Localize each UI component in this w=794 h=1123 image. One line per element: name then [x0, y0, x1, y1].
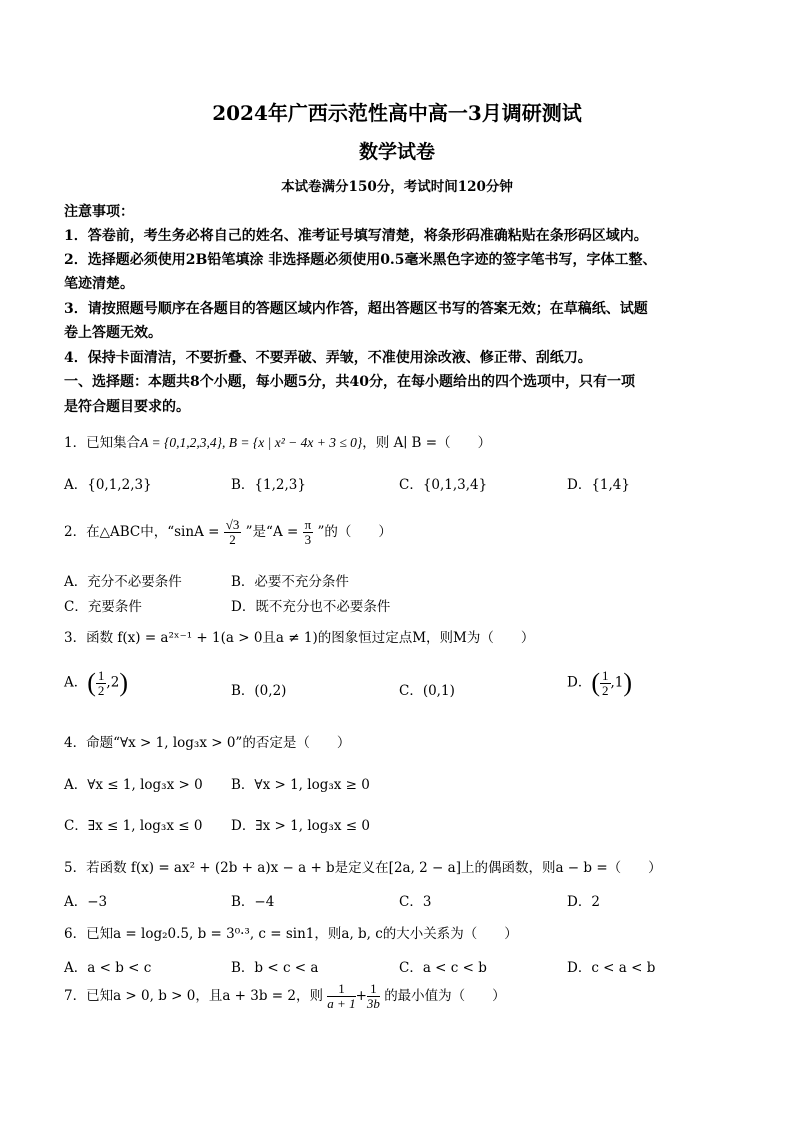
q2-stem-post: ”的（ ） — [317, 524, 392, 540]
q6-option-a: A．a < b < c — [64, 960, 152, 976]
question-6: 6．已知a = log₂0.5, b = 3⁰·³, c = sin1，则a, b, c的大小关系为（ ） — [64, 926, 518, 942]
q1-option-d: D．{1,4} — [567, 477, 630, 493]
q2-stem-pre: 2．在△ABC中，“sinA = — [64, 524, 220, 540]
q3-a-label: A． — [64, 674, 88, 691]
exam-title: 2024年广西示范性高中高一3月调研测试 — [212, 101, 582, 125]
q6-option-b: B．b < c < a — [231, 960, 319, 976]
q3-d-label: D． — [567, 674, 592, 691]
question-5: 5．若函数 f(x) = ax² + (2b + a)x − a + b是定义在[2a, 2 − a]上的偶函数，则a − b =（ ） — [64, 860, 662, 876]
section-1-heading-cont: 是符合题目要求的。 — [64, 399, 190, 415]
q7-f2-num: 1 — [367, 982, 380, 997]
q4-option-b: B．∀x > 1, log₃x ≥ 0 — [231, 777, 370, 793]
q2-option-a: A．充分不必要条件 — [64, 574, 182, 590]
exam-subtitle: 数学试卷 — [358, 141, 435, 163]
q7-frac-1 — [327, 982, 355, 1011]
q2-option-d: D．既不充分也不必要条件 — [231, 599, 391, 615]
q3-a-rparen-icon: ) — [119, 668, 128, 697]
q2-frac2-num: π — [304, 517, 312, 532]
q7-frac-2 — [367, 982, 380, 1011]
q1-stem-pre: 1．已知集合 — [64, 435, 141, 451]
exam-info: 本试卷满分150分，考试时间120分钟 — [281, 179, 513, 195]
section-1-heading: 一、选择题：本题共8个小题，每小题5分，共40分，在每小题给出的四个选项中，只有一项 — [64, 374, 635, 390]
q1-stem-post: ，则 A∣ B =（ ） — [362, 435, 492, 451]
q3-a-frac — [96, 669, 107, 698]
q3-option-c: C．(0,1) — [399, 683, 455, 699]
q7-plus: + — [355, 988, 367, 1004]
question-2 — [64, 518, 744, 547]
question-3: 3．函数 f(x) = a²ˣ⁻¹ + 1(a > 0且a ≠ 1)的图象恒过定点M，则M为（ ） — [64, 630, 535, 646]
q4-option-c: C．∃x ≤ 1, log₃x ≤ 0 — [64, 818, 203, 834]
q5-option-c: C．3 — [399, 894, 432, 910]
q5-option-a: A．−3 — [64, 894, 108, 910]
q3-d-lparen-icon: ( — [591, 668, 600, 697]
q2-stem-mid: ”是“A = — [245, 524, 299, 540]
q2-option-b: B．必要不充分条件 — [231, 574, 349, 590]
q6-option-c: C．a < c < b — [399, 960, 487, 976]
q3-d-post: ,1 — [610, 674, 624, 691]
q3-d-frac — [600, 669, 611, 698]
q7-stem-pre: 7．已知a > 0, b > 0，且a + 3b = 2，则 — [64, 988, 323, 1004]
q3-option-a — [64, 668, 128, 698]
q3-a-num: 1 — [97, 667, 105, 683]
q1-sets: A = {0,1,2,3,4}, B = {x | x² − 4x + 3 ≤ 0} — [140, 435, 363, 450]
question-4: 4．命题“∀x > 1, log₃x > 0”的否定是（ ） — [64, 735, 351, 751]
q3-d-rparen-icon: ) — [623, 668, 633, 697]
notes-heading: 注意事项： — [64, 204, 134, 220]
q1-option-a: A．{0,1,2,3} — [64, 477, 152, 493]
q4-option-d: D．∃x > 1, log₃x ≤ 0 — [231, 818, 370, 834]
q3-a-den: 2 — [97, 682, 105, 698]
q7-f1-num: 1 — [327, 982, 355, 997]
q7-stem-post: 的最小值为（ ） — [384, 988, 506, 1004]
q3-option-b: B．(0,2) — [231, 683, 287, 699]
q3-option-d — [567, 668, 632, 698]
q3-a-post: ,2 — [106, 674, 120, 691]
q2-option-c: C．充要条件 — [64, 599, 142, 615]
note-2-cont: 笔迹清楚。 — [64, 276, 134, 292]
q1-option-c: C．{0,1,3,4} — [399, 477, 488, 493]
q7-f1-den: a + 1 — [327, 996, 356, 1011]
q5-option-d: D．2 — [567, 894, 600, 910]
q2-frac2-den: 3 — [304, 532, 312, 547]
q2-sqrt3-over-2 — [224, 518, 242, 547]
question-1 — [64, 431, 744, 451]
q3-d-den: 2 — [602, 682, 609, 698]
q7-f2-den: 3b — [366, 996, 380, 1011]
note-2: 2．选择题必须使用2B铅笔填涂 非选择题必须使用0.5毫米黑色字迹的签字笔书写，字体工整、 — [64, 252, 657, 268]
q2-pi-over-3 — [303, 518, 314, 547]
q4-option-a: A．∀x ≤ 1, log₃x > 0 — [64, 777, 203, 793]
q2-frac1-den: 2 — [229, 532, 236, 547]
note-4: 4．保持卡面清洁，不要折叠、不要弄破、弄皱，不准使用涂改液、修正带、刮纸刀。 — [64, 350, 592, 366]
q2-frac1-num: √3 — [225, 517, 240, 532]
q3-d-num: 1 — [602, 667, 609, 683]
note-1: 1．答卷前，考生务必将自己的姓名、准考证号填写清楚，将条形码准确粘贴在条形码区域内。 — [64, 228, 648, 244]
q1-option-b: B．{1,2,3} — [231, 477, 306, 493]
question-7 — [64, 982, 744, 1011]
q3-a-lparen-icon: ( — [87, 668, 96, 697]
note-3-cont: 卷上答题无效。 — [64, 325, 162, 341]
q6-option-d: D．c < a < b — [567, 960, 656, 976]
q5-option-b: B．−4 — [231, 894, 275, 910]
note-3: 3．请按照题号顺序在各题目的答题区域内作答，超出答题区书写的答案无效；在草稿纸、试题 — [64, 301, 648, 317]
